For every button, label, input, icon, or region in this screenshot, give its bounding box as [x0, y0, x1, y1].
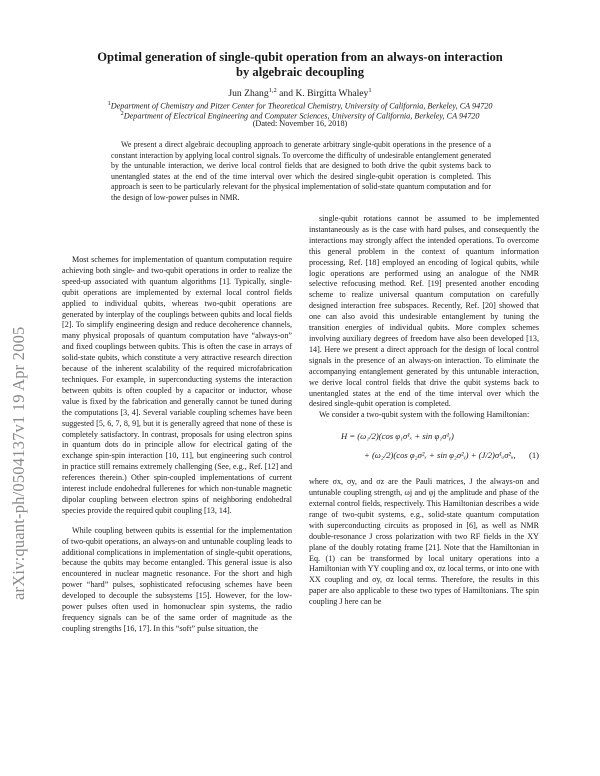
author-1-affil: 1,2	[268, 87, 277, 94]
paper-title	[78, 50, 522, 80]
right-paragraph-1: single-qubit rotations cannot be assumed to be implemented instantaneously as is the case with hard pulses, and consequently the interactions may strongly affect the intended operations. To overcome this general problem in the context of quantum information processing, Ref. [18] employed an encoding of logical qubits, while logic operations are performed using an analogue of the NMR selective refocusing method. Ref. [19] presented another encoding scheme to realize universal quantum computation on carefully designed interaction free subspaces. Recently, Ref. [20] showed that one can also avoid this undesirable entanglement by tuning the transition energies of individual qubits. More complex schemes involving auxiliary degrees of freedom have also been developed [13, 14]. Here we present a direct approach for the design of local control signals in the presence of an always-on interaction. To eliminate the accompanying entanglement generated by this untunable interaction, we derive local control fields that drive the qubit systems back to unentangled states at the end of the time interval over which the desired single-qubit operation is completed.	[309, 214, 539, 409]
left-column	[62, 255, 292, 635]
author-list	[60, 85, 540, 99]
author-2-affil: 1	[368, 87, 372, 94]
left-paragraph-1: Most schemes for implementation of quantum computation require achieving both single- and two-qubit operations in order to realize the speed-up associated with quantum algorithms [1]. Typically, single-qubit operations are implemented by external local control fields applied to individual qubits, whereas two-qubit operations are generated by interplay of the couplings between qubits and local fields [2]. To simplify engineering design and reduce decoherence channels, many physical proposals of quantum computation have “always-on” and fixed couplings between qubits. This is often the case in arrays of solid-state qubits, which constitute a very attractive research direction because of the inherent scalability of the required microfabrication techniques. For example, in superconducting systems the interaction between qubits is often coupled by a capacitor or inductor, whose value is fixed by the fabrication and generally cannot be tuned during the computations [3, 4]. Several variable coupling schemes have been suggested [5, 6, 7, 8, 9], but it is generally agreed that none of these is completely satisfactory. In contrast, proposals for using electron spins in quantum dots do in principle allow for electrical gating of the exchange spin-spin interaction [10, 11], but engineering such control in practice still remains extremely challenging (See, e.g., Ref. [12] and references therein.) Other spin-coupled implementations of current interest include endohedral fullerenes for which non-tunable magnetic dipolar coupling between electron spins of neighboring endohedral species provide the required qubit coupling [13, 14].	[62, 255, 292, 515]
equation-line-1: H = (ω₁/2)(cos φ₁σ¹ₓ + sin φ₁σ¹ᵧ)	[341, 431, 454, 442]
right-column	[309, 214, 539, 608]
author-2: K. Birgitta Whaley	[295, 88, 369, 100]
abstract: We present a direct algebraic decoupling approach to generate arbitrary single-qubit operations in the presence of a constant interaction by applying local control signals. To overcome the difficulty of undesirable entanglement generated by the untunable interaction, we derive local control fields that are designed to both drive the qubit systems back to unentangled states at the end of the time interval over which the desired single-qubit operation is completed. This approach is seen to be particularly relevant for the physical implementation of solid-state quantum computation and for the design of low-power pulses in NMR.	[111, 140, 491, 202]
left-paragraph-2: While coupling between qubits is essential for the implementation of two-qubit operations, an always-on and untunable coupling leads to additional complications in implementation of single-qubit operations, because the qubits may become entangled. This general issue is also encountered in nuclear magnetic resonance. For the short and high power “hard” pulses, sophisticated refocusing schemes have been developed to decouple the subsystems [15]. However, for the low-power pulses often used in homonuclear spin systems, the radio frequency signals can be of the same order of magnitude as the coupling strengths [16, 17]. In this “soft” pulse situation, the	[62, 525, 292, 633]
equation-line-2: + (ω₂/2)(cos φ₂σ²ₓ + sin φ₂σ²ᵧ) + (J/2)σ¹ᵤσ²ᵤ,	[364, 450, 516, 461]
affiliation-2-text: Department of Electrical Engineering and Computer Sciences, University of California, Berkeley, CA 94720	[123, 111, 480, 121]
right-paragraph-2: We consider a two-qubit system with the following Hamiltonian:	[319, 410, 530, 420]
equation-number: (1)	[528, 450, 539, 461]
hamiltonian-equation	[309, 429, 539, 469]
affiliation-1-mark: 1	[107, 100, 111, 107]
affiliation-2-mark: 2	[120, 110, 124, 117]
title-line-1: Optimal generation of single-qubit operation from an always-on interaction	[97, 50, 503, 64]
arxiv-identifier: arXiv:quant-ph/0504137v1 19 Apr 2005	[9, 326, 28, 600]
author-1: Jun Zhang	[228, 88, 269, 100]
affiliation-1-text: Department of Chemistry and Pitzer Center for Theoretical Chemistry, University of California, Berkeley, CA 94720	[110, 101, 493, 111]
author-conjunction: and	[279, 88, 294, 100]
title-line-2: by algebraic decoupling	[235, 65, 365, 79]
right-paragraph-3: where σx, σy, and σz are the Pauli matrices, J the always-on and untunable coupling strength, ωj and φj the amplitude and phase of the external control fields, respectively. This Hamiltonian describes a wide range of two-qubit systems, e.g., solid-state quantum computation with superconducting circuits as proposed in [6], as well as NMR double-resonance J cross polarization with two RF fields in the XY plane of the doubly rotating frame [21]. Note that the Hamiltonian in Eq. (1) can be transformed by local unitary operations into a Hamiltonian with YY coupling and σx, σz local terms, or into one with XX coupling and σy, σz local terms. Therefore, the results in this paper are also applicable to these two types of Hamiltonians. The spin coupling J here can be	[309, 477, 539, 607]
date-line: (Dated: November 16, 2018)	[252, 119, 348, 128]
